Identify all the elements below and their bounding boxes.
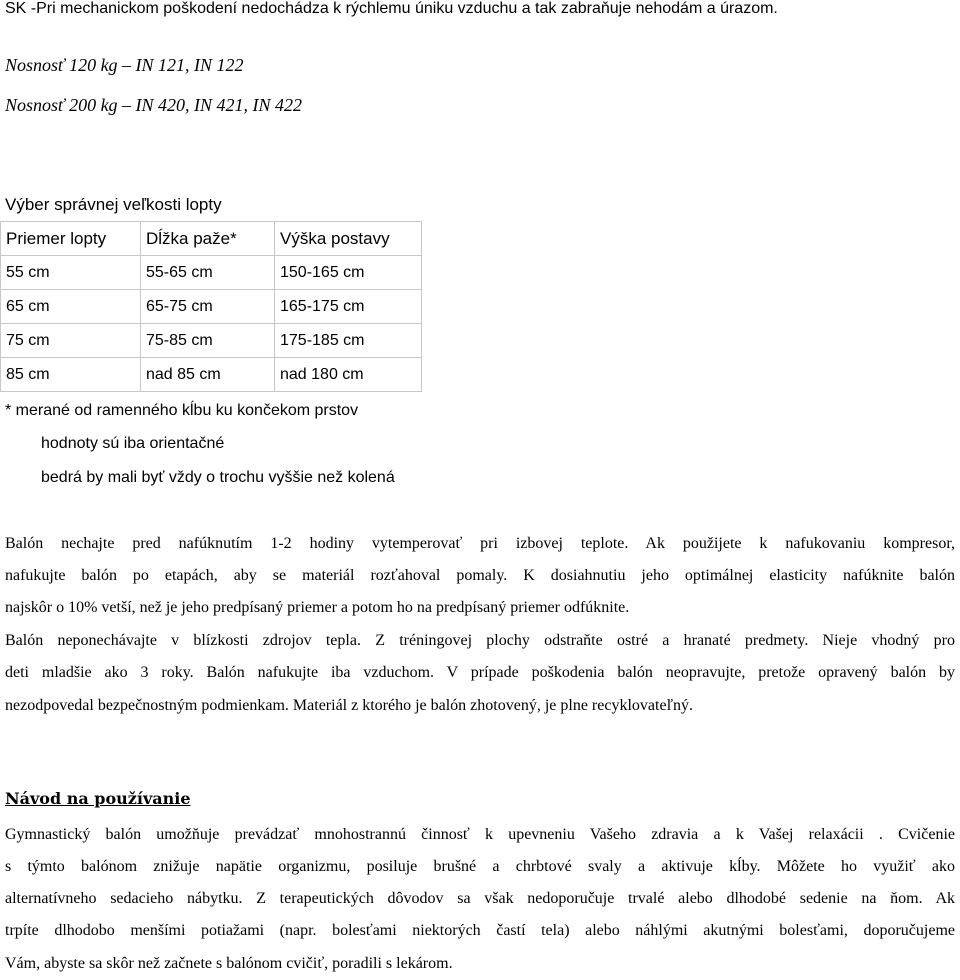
instructions-line-6: nezodpovedal bezpečnostným podmienkam. Materiál z ktorého je balón zhotovený, je plne recyklovateľný. (5, 697, 694, 714)
table-cell: nad 180 cm (275, 358, 422, 392)
table-row (1, 324, 422, 358)
instructions-line-2: nafukujte balón po etapách, aby se materiál rozťahoval pomaly. K dosiahnutiu jeho optimálnej elasticity nafúknite balón (5, 567, 955, 584)
size-table-title: Výber správnej veľkosti lopty (5, 195, 222, 214)
table-note-2: bedrá by mali byť vždy o trochu vyššie než kolená (41, 469, 395, 486)
header-body-height: Výška postavy (275, 222, 422, 256)
table-note-1: hodnoty sú iba orientačné (41, 435, 225, 452)
table-cell: 65 cm (1, 290, 141, 324)
table-cell: 75 cm (1, 324, 141, 358)
top-text: SK -Pri mechanickom poškodení nedochádza k rýchlemu úniku vzduchu a tak zabraňuje nehodám a úrazom. (5, 0, 778, 17)
usage-line-1: Gymnastický balón umožňuje prevádzať mnohostrannú činnosť k upevneniu Vašeho zdravia a k Vašej relaxácii . Cvičenie (5, 826, 955, 843)
table-cell: 65-75 cm (141, 290, 275, 324)
usage-heading: Návod na používanie (5, 789, 191, 808)
capacity-line-1: Nosnosť 120 kg – IN 121, IN 122 (5, 55, 244, 75)
header-ball-diameter: Priemer lopty (1, 222, 141, 256)
table-cell: 85 cm (1, 358, 141, 392)
usage-line-5: Vám, abyste sa skôr než začnete s balónom cvičiť, poradili s lekárom. (5, 955, 453, 972)
table-row (1, 256, 422, 290)
instructions-line-3: najskôr o 10% vetší, než je jeho predpísaný priemer a potom ho na predpísaný priemer odfúknite. (5, 599, 630, 616)
instructions-line-1: Balón nechajte pred nafúknutím 1-2 hodiny vytemperovať pri izbovej teplote. Ak použijete k nafukovaniu kompresor, (5, 535, 955, 552)
table-cell: 165-175 cm (275, 290, 422, 324)
table-cell: 175-185 cm (275, 324, 422, 358)
instructions-line-4: Balón neponechávajte v blízkosti zdrojov tepla. Z tréningovej plochy odstraňte ostré a hranaté predmety. Nieje vhodný pro (5, 632, 955, 649)
size-table (0, 221, 422, 392)
capacity-line-2: Nosnosť 200 kg – IN 420, IN 421, IN 422 (5, 95, 303, 115)
table-cell: nad 85 cm (141, 358, 275, 392)
table-footnote: * merané od ramenného kĺbu ku končekom prstov (5, 402, 359, 419)
table-cell: 150-165 cm (275, 256, 422, 290)
header-arm-length: Dĺžka paže* (141, 222, 275, 256)
usage-line-3: alternatívneho sedacieho nábytku. Z terapeutických dôvodov sa však nedoporučuje trvalé alebo dlhodobé sedenie na ňom. Ak (5, 890, 955, 907)
usage-line-4: trpíte dlhodobo menšími potiažami (napr. bolesťami niektorých častí tela) alebo náhlými akutnými bolesťami, doporučujeme (5, 922, 955, 939)
table-cell: 75-85 cm (141, 324, 275, 358)
table-row (1, 358, 422, 392)
table-cell: 55-65 cm (141, 256, 275, 290)
usage-line-2: s týmto balónom znižuje napätie organizmu, posiluje brušné a chrbtové svaly a aktivuje kĺby. Môžete ho využiť ako (5, 858, 955, 875)
instructions-line-5: deti mladšie ako 3 roky. Balón nafukujte iba vzduchom. V prípade poškodenia balón neopravujte, pretože opravený balón by (5, 664, 955, 681)
table-cell: 55 cm (1, 256, 141, 290)
table-header-row (1, 222, 422, 256)
table-row (1, 290, 422, 324)
